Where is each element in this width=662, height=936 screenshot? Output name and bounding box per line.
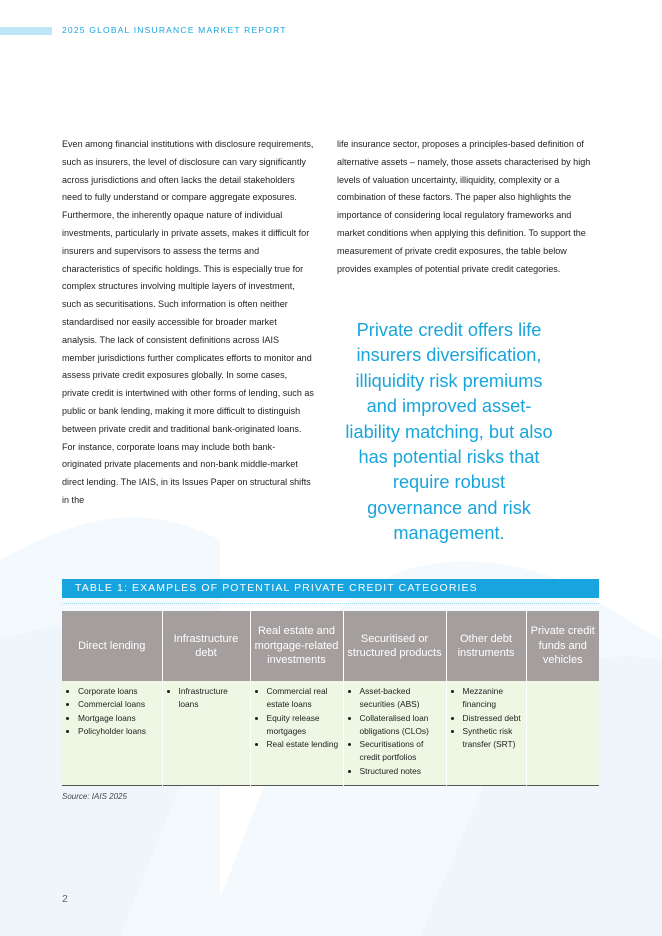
list-item: • Mezzanine financing: [463, 685, 524, 712]
cell-real-estate: [250, 681, 343, 786]
list-item: • Commercial loans: [78, 698, 160, 711]
header-infrastructure-debt: Infrastructure debt: [162, 611, 250, 681]
list-item: • Collateralised loan obligations (CLOs): [360, 712, 444, 739]
list-item: • Securitisations of credit portfolios: [360, 738, 444, 765]
table-header-row: [62, 611, 599, 681]
list-item: • Corporate loans: [78, 685, 160, 698]
list-item: • Commercial real estate loans: [267, 685, 341, 712]
cell-direct-lending: [62, 681, 162, 786]
list-item: • Distressed debt: [463, 712, 524, 725]
report-header-title: 2025 GLOBAL INSURANCE MARKET REPORT: [62, 25, 287, 35]
cell-securitised: [343, 681, 446, 786]
body-text-left-column: [62, 136, 314, 510]
header-accent-bar: [0, 27, 52, 35]
table-source: Source: IAIS 2025: [62, 792, 127, 801]
list-item: • Equity release mortgages: [267, 712, 341, 739]
list-item: • Mortgage loans: [78, 712, 160, 725]
table-row: [62, 681, 599, 786]
table-dotted-divider: [62, 603, 599, 604]
list-item: • Structured notes: [360, 765, 444, 778]
table-title: TABLE 1: EXAMPLES OF POTENTIAL PRIVATE CREDIT CATEGORIES: [62, 579, 599, 598]
header-other-debt: Other debt instruments: [446, 611, 526, 681]
header-real-estate: Real estate and mortgage-related investments: [250, 611, 343, 681]
pull-quote: Private credit offers life insurers diversification, illiquidity risk premiums and improved asset-liability matching, but also has potential risks that require robust governance and risk management.: [345, 320, 553, 544]
body-text-right-column: [337, 136, 601, 278]
private-credit-table: [62, 611, 599, 786]
header-private-credit-funds: Private credit funds and vehicles: [526, 611, 599, 681]
cell-private-credit-funds: [526, 681, 599, 786]
page-number: 2: [62, 893, 68, 905]
list-item: • Policyholder loans: [78, 725, 160, 738]
cell-other-debt: [446, 681, 526, 786]
body-paragraph-left: Even among financial institutions with disclosure requirements, such as insurers, the level of disclosure can vary significantly across jurisdictions and often lacks the detail stakeholders need to fully understand or compare aggregate exposures. Furthermore, the inherently opaque nature of individual investments, particularly in private assets, makes it difficult for insurers and supervisors to assess the terms and characteristics of specific holdings. This is especially true for complex structures involving multiple layers of investment, such as securitisations. Such information is often neither standardised nor easily accessible for broader market analysis. The lack of consistent definitions across IAIS member jurisdictions further complicates efforts to monitor and assess private credit exposures globally. In some cases, private credit is intertwined with other forms of lending, such as public or bank lending, making it more difficult to distinguish between private credit and traditional bank-originated loans. For instance, corporate loans may include both bank-originated private placements and non-bank middle-market direct lending. The IAIS, in its Issues Paper on structural shifts in the: [62, 139, 314, 505]
list-item: • Infrastructure loans: [179, 685, 248, 712]
cell-infrastructure-debt: [162, 681, 250, 786]
list-item: • Asset-backed securities (ABS): [360, 685, 444, 712]
list-item: • Synthetic risk transfer (SRT): [463, 725, 524, 752]
body-paragraph-right: life insurance sector, proposes a principles-based definition of alternative assets – namely, those assets characterised by high levels of valuation uncertainty, illiquidity, complexity or a combination of these factors. The paper also highlights the importance of considering local regulatory frameworks and market conditions when applying this definition. To support the measurement of private credit exposures, the table below provides examples of potential private credit categories.: [337, 139, 591, 274]
list-item: • Real estate lending: [267, 738, 341, 751]
header-direct-lending: Direct lending: [62, 611, 162, 681]
header-securitised: Securitised or structured products: [343, 611, 446, 681]
